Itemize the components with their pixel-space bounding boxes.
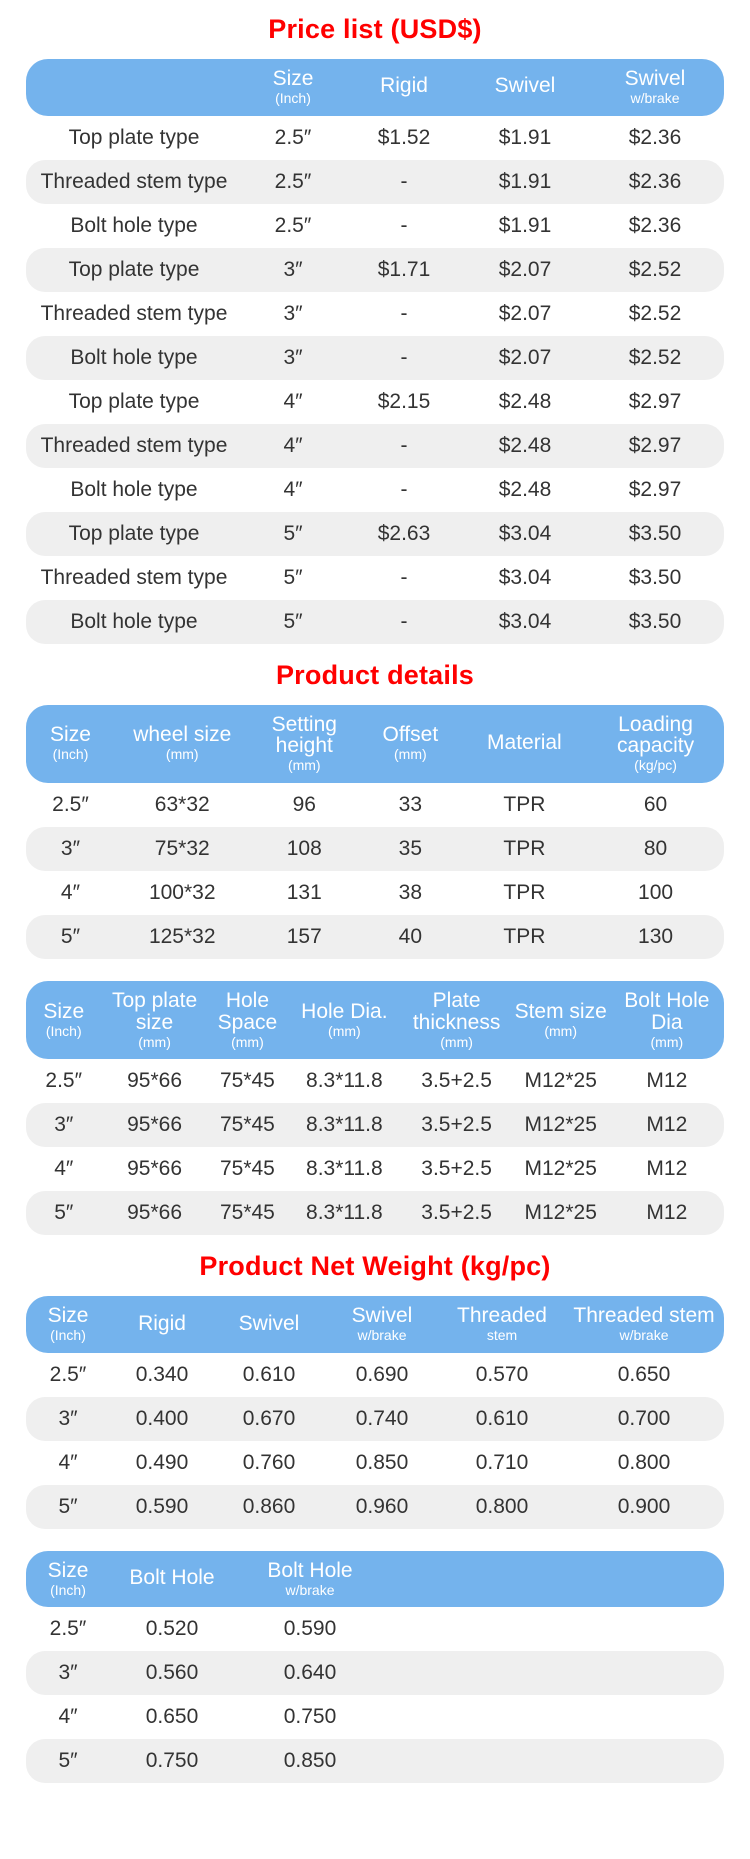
cell-swivel-brake: $2.97	[586, 424, 724, 468]
cell-bolt-hole-dia: M12	[610, 1191, 724, 1235]
cell-rigid: 0.490	[110, 1441, 214, 1485]
cell-size: 3″	[242, 336, 344, 380]
cell-threaded-stem-brake: 0.650	[564, 1353, 724, 1397]
cell-top-plate-size: 95*66	[102, 1147, 208, 1191]
col-header-size: Size (Inch)	[26, 1551, 110, 1608]
cell-size: 2.5″	[26, 1607, 110, 1651]
cell-swivel: 0.610	[214, 1353, 324, 1397]
table-row	[26, 1103, 724, 1147]
table-row	[26, 160, 724, 204]
cell-stem-size: M12*25	[512, 1059, 610, 1103]
cell-swivel: $1.91	[464, 204, 586, 248]
cell-wheel-size: 63*32	[115, 783, 250, 827]
cell-bolt-hole: 0.750	[110, 1739, 234, 1783]
table-row	[26, 1059, 724, 1103]
cell-loading-capacity: 60	[587, 783, 724, 827]
cell-offset: 38	[359, 871, 462, 915]
col-header-threaded-stem-brake: Threaded stem w/brake	[564, 1296, 724, 1353]
cell-type: Threaded stem type	[26, 160, 242, 204]
cell-swivel: 0.860	[214, 1485, 324, 1529]
cell-hole-space: 75*45	[208, 1191, 288, 1235]
table-row	[26, 1485, 724, 1529]
cell-material: TPR	[462, 827, 587, 871]
cell-material: TPR	[462, 871, 587, 915]
table-row	[26, 1695, 724, 1739]
table-row	[26, 468, 724, 512]
cell-plate-thickness: 3.5+2.5	[402, 1191, 512, 1235]
cell-hole-dia: 8.3*11.8	[287, 1191, 401, 1235]
cell-offset: 33	[359, 783, 462, 827]
col-header-size: Size (Inch)	[26, 1296, 110, 1353]
cell-offset: 40	[359, 915, 462, 959]
col-header-top-plate-size: Top plate size (mm)	[102, 981, 208, 1059]
table-row	[26, 292, 724, 336]
cell-swivel-brake: 0.960	[324, 1485, 440, 1529]
col-header-swivel: Swivel	[214, 1296, 324, 1353]
table-header-row	[26, 1296, 724, 1353]
table-row	[26, 1353, 724, 1397]
table-row	[26, 116, 724, 160]
cell-type: Threaded stem type	[26, 556, 242, 600]
col-header-threaded-stem: Threaded stem	[440, 1296, 564, 1353]
cell-empty	[386, 1651, 724, 1695]
table-row	[26, 512, 724, 556]
cell-rigid: 0.590	[110, 1485, 214, 1529]
cell-plate-thickness: 3.5+2.5	[402, 1147, 512, 1191]
cell-swivel: $3.04	[464, 512, 586, 556]
cell-swivel-brake: $3.50	[586, 556, 724, 600]
cell-type: Bolt hole type	[26, 336, 242, 380]
cell-offset: 35	[359, 827, 462, 871]
cell-swivel-brake: $2.52	[586, 292, 724, 336]
cell-stem-size: M12*25	[512, 1147, 610, 1191]
cell-bolt-hole: 0.560	[110, 1651, 234, 1695]
cell-rigid: -	[344, 160, 464, 204]
table-header-row	[26, 981, 724, 1059]
cell-threaded-stem-brake: 0.900	[564, 1485, 724, 1529]
cell-size: 5″	[26, 1191, 102, 1235]
cell-hole-dia: 8.3*11.8	[287, 1147, 401, 1191]
cell-hole-dia: 8.3*11.8	[287, 1059, 401, 1103]
cell-plate-thickness: 3.5+2.5	[402, 1103, 512, 1147]
col-header-type	[26, 59, 242, 116]
cell-bolt-hole-brake: 0.750	[234, 1695, 386, 1739]
col-header-material: Material	[462, 705, 587, 783]
cell-hole-space: 75*45	[208, 1147, 288, 1191]
cell-type: Top plate type	[26, 380, 242, 424]
col-header-setting-height: Setting height (mm)	[250, 705, 359, 783]
price-list-table	[26, 59, 724, 644]
table-row	[26, 1607, 724, 1651]
cell-size: 2.5″	[242, 160, 344, 204]
cell-swivel-brake: $2.36	[586, 204, 724, 248]
cell-wheel-size: 75*32	[115, 827, 250, 871]
cell-size: 3″	[242, 248, 344, 292]
cell-empty	[386, 1607, 724, 1651]
cell-swivel: $2.48	[464, 380, 586, 424]
cell-swivel: $2.48	[464, 424, 586, 468]
cell-size: 2.5″	[26, 783, 115, 827]
cell-swivel: 0.760	[214, 1441, 324, 1485]
cell-top-plate-size: 95*66	[102, 1059, 208, 1103]
cell-rigid: -	[344, 204, 464, 248]
table-row	[26, 1147, 724, 1191]
table-row	[26, 556, 724, 600]
cell-size: 5″	[26, 915, 115, 959]
cell-type: Top plate type	[26, 116, 242, 160]
cell-size: 5″	[242, 600, 344, 644]
cell-wheel-size: 100*32	[115, 871, 250, 915]
cell-bolt-hole-brake: 0.590	[234, 1607, 386, 1651]
col-header-wheel-size: wheel size (mm)	[115, 705, 250, 783]
cell-rigid: $1.71	[344, 248, 464, 292]
cell-size: 5″	[26, 1739, 110, 1783]
cell-type: Top plate type	[26, 248, 242, 292]
col-header-size: Size (Inch)	[242, 59, 344, 116]
cell-hole-space: 75*45	[208, 1059, 288, 1103]
cell-swivel-brake: $2.36	[586, 160, 724, 204]
cell-swivel-brake: 0.740	[324, 1397, 440, 1441]
col-header-offset: Offset (mm)	[359, 705, 462, 783]
cell-swivel-brake: $3.50	[586, 600, 724, 644]
cell-size: 5″	[242, 512, 344, 556]
cell-empty	[386, 1739, 724, 1783]
cell-hole-space: 75*45	[208, 1103, 288, 1147]
product-details-title: Product details	[275, 659, 475, 690]
cell-loading-capacity: 80	[587, 827, 724, 871]
col-header-rigid: Rigid	[110, 1296, 214, 1353]
cell-plate-thickness: 3.5+2.5	[402, 1059, 512, 1103]
cell-rigid: -	[344, 292, 464, 336]
cell-rigid: -	[344, 556, 464, 600]
cell-rigid: -	[344, 336, 464, 380]
col-header-loading-capacity: Loading capacity (kg/pc)	[587, 705, 724, 783]
cell-bolt-hole-dia: M12	[610, 1103, 724, 1147]
col-header-hole-dia: Hole Dia. (mm)	[287, 981, 401, 1059]
cell-threaded-stem-brake: 0.800	[564, 1441, 724, 1485]
table-row	[26, 248, 724, 292]
table-row	[26, 1441, 724, 1485]
cell-rigid: -	[344, 600, 464, 644]
cell-swivel: 0.670	[214, 1397, 324, 1441]
col-header-stem-size: Stem size (mm)	[512, 981, 610, 1059]
table-row	[26, 204, 724, 248]
cell-size: 4″	[242, 424, 344, 468]
table-row	[26, 1739, 724, 1783]
cell-threaded-stem: 0.610	[440, 1397, 564, 1441]
table-row	[26, 827, 724, 871]
cell-threaded-stem-brake: 0.700	[564, 1397, 724, 1441]
col-header-bolt-hole: Bolt Hole	[110, 1551, 234, 1608]
cell-swivel: $2.48	[464, 468, 586, 512]
cell-size: 4″	[242, 380, 344, 424]
cell-material: TPR	[462, 915, 587, 959]
col-header-hole-space: Hole Space (mm)	[208, 981, 288, 1059]
table-row	[26, 424, 724, 468]
net-weight-table-2	[26, 1551, 724, 1784]
table-row	[26, 380, 724, 424]
cell-rigid: $1.52	[344, 116, 464, 160]
cell-bolt-hole-dia: M12	[610, 1147, 724, 1191]
cell-setting-height: 96	[250, 783, 359, 827]
cell-bolt-hole-brake: 0.850	[234, 1739, 386, 1783]
cell-threaded-stem: 0.800	[440, 1485, 564, 1529]
col-header-plate-thickness: Plate thickness (mm)	[402, 981, 512, 1059]
cell-size: 4″	[26, 1695, 110, 1739]
cell-size: 4″	[26, 871, 115, 915]
cell-swivel-brake: $3.50	[586, 512, 724, 556]
cell-rigid: $2.63	[344, 512, 464, 556]
cell-size: 2.5″	[26, 1353, 110, 1397]
table-row	[26, 1397, 724, 1441]
cell-swivel-brake: $2.52	[586, 336, 724, 380]
cell-stem-size: M12*25	[512, 1191, 610, 1235]
cell-swivel-brake: 0.850	[324, 1441, 440, 1485]
cell-setting-height: 131	[250, 871, 359, 915]
cell-type: Bolt hole type	[26, 204, 242, 248]
table-spacer	[0, 1537, 750, 1551]
col-header-size: Size (Inch)	[26, 981, 102, 1059]
cell-size: 4″	[26, 1441, 110, 1485]
cell-swivel: $1.91	[464, 116, 586, 160]
cell-swivel: $1.91	[464, 160, 586, 204]
col-header-swivel-brake: Swivel w/brake	[324, 1296, 440, 1353]
product-details-table-1	[26, 705, 724, 959]
cell-size: 5″	[26, 1485, 110, 1529]
cell-loading-capacity: 100	[587, 871, 724, 915]
cell-rigid: -	[344, 468, 464, 512]
col-header-empty	[386, 1551, 724, 1608]
cell-size: 3″	[242, 292, 344, 336]
cell-size: 2.5″	[26, 1059, 102, 1103]
cell-swivel-brake: 0.690	[324, 1353, 440, 1397]
price-list-title: Price list (USD$)	[268, 14, 482, 44]
cell-threaded-stem: 0.710	[440, 1441, 564, 1485]
table-row	[26, 600, 724, 644]
table-row	[26, 783, 724, 827]
cell-loading-capacity: 130	[587, 915, 724, 959]
cell-stem-size: M12*25	[512, 1103, 610, 1147]
table-header-row	[26, 1551, 724, 1608]
table-row	[26, 915, 724, 959]
cell-setting-height: 157	[250, 915, 359, 959]
cell-type: Bolt hole type	[26, 600, 242, 644]
cell-top-plate-size: 95*66	[102, 1103, 208, 1147]
cell-size: 3″	[26, 1103, 102, 1147]
cell-swivel: $2.07	[464, 336, 586, 380]
cell-size: 4″	[26, 1147, 102, 1191]
table-row	[26, 336, 724, 380]
table-row	[26, 1651, 724, 1695]
cell-rigid: -	[344, 424, 464, 468]
product-details-table-2	[26, 981, 724, 1235]
cell-type: Bolt hole type	[26, 468, 242, 512]
cell-empty	[386, 1695, 724, 1739]
cell-swivel: $3.04	[464, 556, 586, 600]
cell-setting-height: 108	[250, 827, 359, 871]
cell-swivel-brake: $2.52	[586, 248, 724, 292]
cell-size: 3″	[26, 827, 115, 871]
cell-bolt-hole: 0.520	[110, 1607, 234, 1651]
cell-type: Threaded stem type	[26, 292, 242, 336]
cell-rigid: $2.15	[344, 380, 464, 424]
cell-rigid: 0.400	[110, 1397, 214, 1441]
product-spec-page	[0, 14, 750, 1817]
cell-rigid: 0.340	[110, 1353, 214, 1397]
col-header-size: Size (Inch)	[26, 705, 115, 783]
col-header-bolt-hole-brake: Bolt Hole w/brake	[234, 1551, 386, 1608]
net-weight-table-1	[26, 1296, 724, 1529]
cell-size: 3″	[26, 1651, 110, 1695]
col-header-swivel-brake: Swivel w/brake	[586, 59, 724, 116]
table-row	[26, 871, 724, 915]
cell-size: 4″	[242, 468, 344, 512]
cell-bolt-hole-brake: 0.640	[234, 1651, 386, 1695]
cell-swivel-brake: $2.36	[586, 116, 724, 160]
cell-swivel: $2.07	[464, 248, 586, 292]
cell-wheel-size: 125*32	[115, 915, 250, 959]
col-header-swivel: Swivel	[464, 59, 586, 116]
table-header-row	[26, 705, 724, 783]
net-weight-title: Product Net Weight (kg/pc)	[199, 1251, 551, 1282]
table-header-row	[26, 59, 724, 116]
cell-type: Top plate type	[26, 512, 242, 556]
col-header-rigid: Rigid	[344, 59, 464, 116]
cell-bolt-hole: 0.650	[110, 1695, 234, 1739]
cell-top-plate-size: 95*66	[102, 1191, 208, 1235]
cell-size: 2.5″	[242, 116, 344, 160]
table-spacer	[0, 967, 750, 981]
cell-swivel: $3.04	[464, 600, 586, 644]
cell-size: 2.5″	[242, 204, 344, 248]
cell-swivel-brake: $2.97	[586, 380, 724, 424]
col-header-bolt-hole-dia: Bolt Hole Dia (mm)	[610, 981, 724, 1059]
cell-material: TPR	[462, 783, 587, 827]
cell-swivel: $2.07	[464, 292, 586, 336]
cell-hole-dia: 8.3*11.8	[287, 1103, 401, 1147]
cell-bolt-hole-dia: M12	[610, 1059, 724, 1103]
cell-swivel-brake: $2.97	[586, 468, 724, 512]
cell-size: 3″	[26, 1397, 110, 1441]
cell-size: 5″	[242, 556, 344, 600]
cell-threaded-stem: 0.570	[440, 1353, 564, 1397]
table-row	[26, 1191, 724, 1235]
cell-type: Threaded stem type	[26, 424, 242, 468]
